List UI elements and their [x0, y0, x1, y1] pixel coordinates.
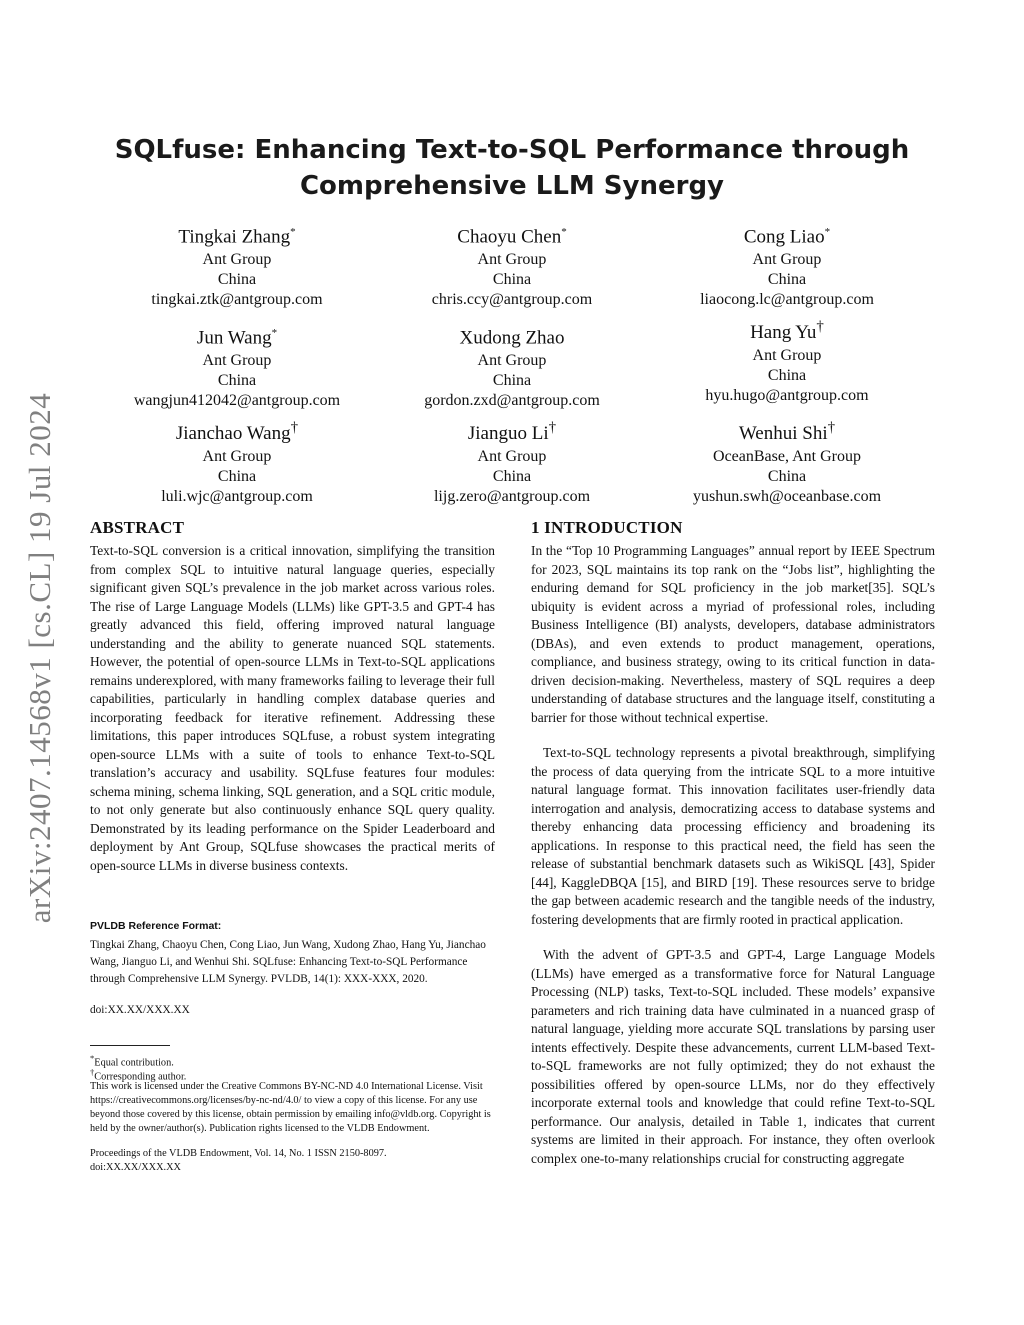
author-affiliation: Ant Group [202, 251, 272, 269]
author-mark: * [290, 226, 296, 238]
author-mark: † [290, 419, 299, 436]
author-mark: * [271, 327, 278, 339]
author-name: Hang Yu† [750, 318, 824, 343]
author-card [362, 220, 662, 310]
author-country: China [767, 271, 807, 289]
author-card [637, 220, 937, 310]
author-country: China [767, 367, 807, 384]
author-country: China [217, 372, 257, 390]
author-mark: † [548, 419, 557, 436]
author-email: tingkai.ztk@antgroup.com [151, 291, 323, 309]
footnote-rule [90, 1045, 170, 1046]
author-mark: † [827, 419, 836, 436]
author-country: China [217, 271, 257, 289]
author-affiliation: OceanBase, Ant Group [713, 448, 861, 465]
author-name: Jianchao Wang† [175, 419, 299, 444]
author-card [87, 220, 387, 310]
author-name: Wenhui Shi† [738, 419, 836, 444]
abstract-heading: ABSTRACT [90, 518, 185, 537]
author-email: luli.wjc@antgroup.com [161, 488, 313, 505]
author-country: China [217, 468, 257, 485]
author-affiliation: Ant Group [202, 352, 272, 370]
intro-paragraph-2: Text-to-SQL technology represents a pivotal breakthrough, simplifying the process of data querying from the intricate SQL to a more intuitive natural language format. This innovation facilitates user-friendly data interrogation and analysis, democratizing access to database systems and thereby enhancing data processing efficiency and broadening its applications. In response to this practical need, the field has seen the release of substantial benchmark datasets such as WikiSQL [43], Spider [44], KaggleDBQA [15], and BIRD [19]. These resources serve to bridge the gap between academic research and the tangible needs of the industry, fostering developments that are firmly rooted in practical application. [531, 745, 935, 927]
intro-paragraph-3: With the advent of GPT-3.5 and GPT-4, Large Language Models (LLMs) have emerged as a transformative force for Natural Language Processing (NLP) tasks, Text-to-SQL included. These models’ expansive parameters and rich training data have culminated in a nuanced grasp of natural language, yielding more accurate SQL translations by parsing user intents effectively. Despite these advancements, current LLM-based Text-to-SQL frameworks are not fully optimized; they do not exhaust the possibilities offered by open-source LLMs, nor do they effectively incorporate external tools and knowledge that could refine Text-to-SQL performance. Our analysis, detailed in Table 1, indicates that current systems are limited in their approach. For instance, they often overlook complex one-to-many relationships crucial for constructing aggregate [531, 947, 935, 1166]
author-card [362, 321, 662, 411]
footnote-license: This work is licensed under the Creative Commons BY-NC-ND 4.0 International License. Visit https://creativecommons.org/licenses/by-nc-nd/4.0/ to view a copy of this license. For any use beyond those covered by this license, obtain permission by emailing info@vldb.org. Copyright is held by the owner/author(s). Publication rights licensed to the VLDB Endowment. [90, 1081, 491, 1134]
author-card [637, 419, 937, 507]
author-country: China [492, 372, 532, 390]
arxiv-identifier-text: arXiv:2407.14568v1 [cs.CL] 19 Jul 2024 [22, 392, 57, 923]
author-country: China [492, 468, 532, 485]
author-email: hyu.hugo@antgroup.com [705, 387, 869, 404]
reference-format-heading: PVLDB Reference Format: [90, 920, 222, 932]
footnote-proceedings: Proceedings of the VLDB Endowment, Vol. 14, No. 1 ISSN 2150-8097. [90, 1148, 387, 1159]
author-name: Jianguo Li† [467, 419, 557, 444]
reference-format-text: Tingkai Zhang, Chaoyu Chen, Cong Liao, Jun Wang, Xudong Zhao, Hang Yu, Jianchao Wang, Jianguo Li, and Wenhui Shi. SQLfuse: Enhancing Text-to-SQL Performance through Comprehensive LLM Synergy. PVLDB, 14(1): XXX-XXX, 2020. [90, 939, 486, 985]
paper-title: SQLfuse: Enhancing Text-to-SQL Performance through Comprehensive LLM Synergy [114, 135, 910, 201]
author-affiliation: Ant Group [752, 251, 822, 269]
arxiv-identifier [22, 370, 58, 945]
footnote-mark: † [90, 1067, 95, 1077]
intro-paragraph-1: In the “Top 10 Programming Languages” annual report by IEEE Spectrum for 2023, SQL maintains its top rank on the “Jobs list”, highlighting the enduring demand for SQL proficiency in the job market[35]. SQL’s ubiquity is evident across a myriad of professional roles, including Business Intelligence (BI) analysts, developers, database administrators (DBAs), and even extends to product management, operations, compliance, and business strategy, owing to its critical function in data-driven decision-making. Nevertheless, mastery of SQL requires a deep understanding of database structures and the language itself, constituting a barrier for those without technical expertise. [531, 543, 935, 725]
footnote-corresponding: †Corresponding author. [90, 1067, 187, 1083]
footnote-equal: *Equal contribution. [90, 1053, 174, 1069]
author-affiliation: Ant Group [752, 347, 822, 364]
author-card [87, 321, 387, 411]
author-email: lijg.zero@antgroup.com [433, 488, 591, 505]
author-country: China [767, 468, 807, 485]
author-country: China [492, 271, 532, 289]
author-email: chris.ccy@antgroup.com [431, 291, 593, 309]
author-affiliation: Ant Group [477, 448, 547, 465]
footnote-doi: doi:XX.XX/XXX.XX [90, 1162, 181, 1173]
author-affiliation: Ant Group [477, 352, 547, 370]
author-email: wangjun412042@antgroup.com [133, 392, 341, 410]
author-mark: * [561, 226, 567, 238]
author-card [87, 419, 387, 507]
abstract-text: Text-to-SQL conversion is a critical innovation, simplifying the transition from complex SQL to intuitive natural language queries, especially significant given SQL’s prevalence in the job market across various roles. The rise of Large Language Models (LLMs) like GPT-3.5 and GPT-4 has greatly advanced this field, offering improved natural language understanding and the ability to generate nuanced SQL statements. However, the potential of open-source LLMs in Text-to-SQL applications remains underexplored, with many frameworks failing to leverage their full capabilities, particularly in handling complex database queries and incorporating feedback for iterative refinement. Addressing these limitations, this paper introduces SQLfuse, a robust system integrating open-source LLMs with a suite of tools to enhance Text-to-SQL translation’s accuracy and usability. SQLfuse features four modules: schema mining, schema linking, SQL generation, and a SQL critic module, to not only generate but also continuously enhance SQL query quality. Demonstrated by its leading performance on the Spider Leaderboard and deployment by Ant Group, SQLfuse showcases the practical merits of open-source LLMs in diverse business contexts. [90, 543, 495, 873]
author-affiliation: Ant Group [202, 448, 272, 465]
author-name: Cong Liao* [743, 226, 831, 248]
author-email: gordon.zxd@antgroup.com [424, 392, 600, 410]
author-mark: * [824, 226, 831, 238]
author-email: liaocong.lc@antgroup.com [700, 291, 874, 309]
author-name: Chaoyu Chen* [457, 226, 567, 248]
author-affiliation: Ant Group [477, 251, 547, 269]
author-name: Tingkai Zhang* [178, 226, 296, 248]
author-email: yushun.swh@oceanbase.com [692, 488, 882, 505]
reference-doi: doi:XX.XX/XXX.XX [90, 1004, 190, 1016]
author-card [362, 419, 662, 507]
introduction-heading: 1 INTRODUCTION [531, 518, 683, 537]
author-name: Xudong Zhao [459, 327, 565, 349]
footnote-mark: * [90, 1053, 95, 1063]
author-card [637, 318, 937, 406]
author-name: Jun Wang* [196, 327, 278, 349]
author-mark: † [816, 318, 824, 335]
